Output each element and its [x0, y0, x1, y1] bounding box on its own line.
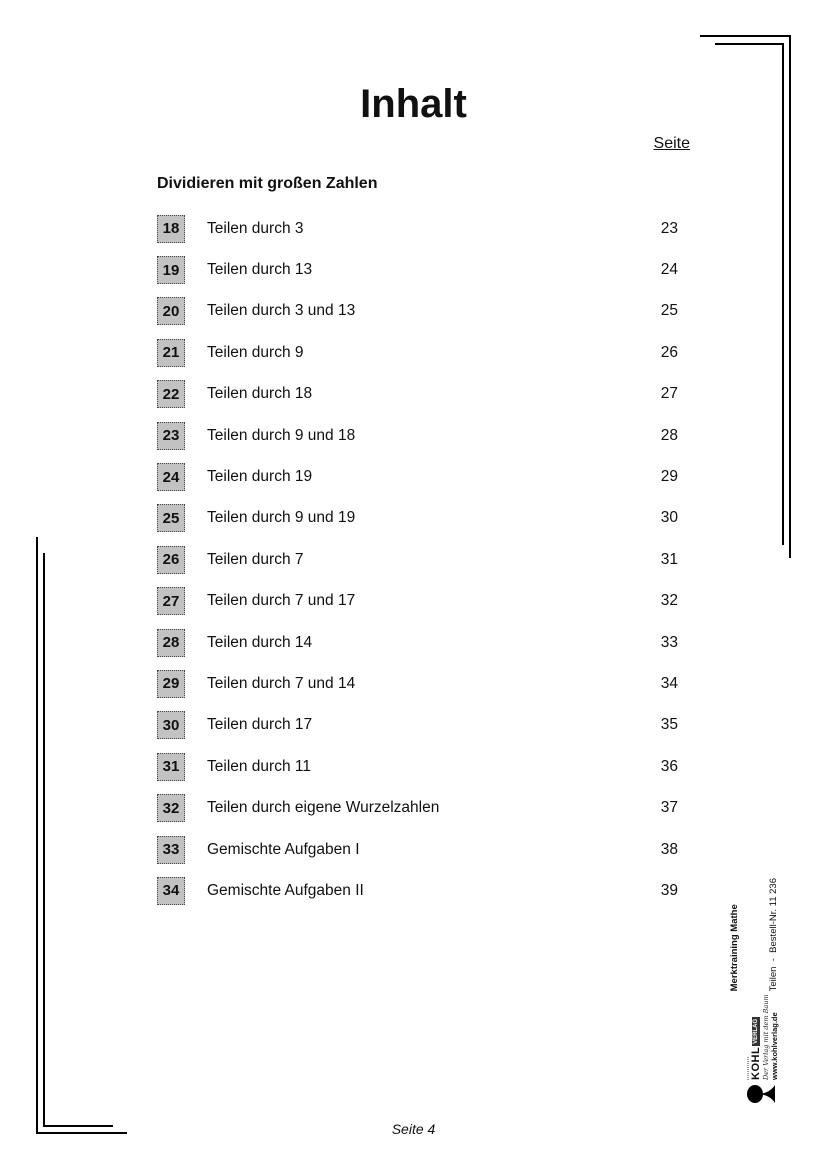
- corner-mark-bottom-left-inner: [43, 553, 113, 1127]
- worksheet-number-badge: 21: [157, 339, 185, 367]
- toc-item-label: Gemischte Aufgaben I: [207, 840, 360, 858]
- toc-item-label: Teilen durch 9 und 18: [207, 426, 356, 444]
- toc-item-page: 24: [660, 261, 678, 279]
- worksheet-number-badge: 33: [157, 836, 185, 864]
- worksheet-number-badge: 20: [157, 297, 185, 325]
- toc-item-label: Teilen durch 13: [207, 261, 313, 279]
- toc-item-label: Teilen durch 7 und 14: [207, 674, 356, 692]
- toc-row: [157, 870, 678, 911]
- toc-item-page: 26: [660, 343, 678, 361]
- toc-row: [157, 456, 678, 497]
- toc-row: [157, 829, 678, 870]
- series-subtitle: Teilen - Bestell-Nr. 11 236: [768, 878, 779, 992]
- toc-row: [157, 746, 678, 787]
- series-title: Merktraining Mathe: [729, 904, 740, 992]
- toc-row: [157, 498, 678, 539]
- toc-row: [157, 705, 678, 746]
- toc-item-label: Teilen durch 7 und 17: [207, 592, 356, 610]
- toc-item-label: Teilen durch 19: [207, 468, 313, 486]
- toc-item-label: Teilen durch 14: [207, 633, 313, 651]
- toc-row: [157, 208, 678, 249]
- worksheet-number-badge: 23: [157, 422, 185, 450]
- toc-row: [157, 415, 678, 456]
- toc-item-page: 39: [660, 881, 678, 899]
- publisher-website: www.kohlverlag.de: [770, 1012, 780, 1080]
- publisher-sidebar: [729, 878, 809, 1110]
- worksheet-number-badge: 24: [157, 463, 185, 491]
- toc-row: [157, 249, 678, 290]
- toc-item-page: 29: [660, 468, 678, 486]
- toc-item-label: Teilen durch 17: [207, 716, 313, 734]
- logo-microtext: [747, 1056, 749, 1080]
- worksheet-number-badge: 22: [157, 380, 185, 408]
- toc-item-label: Teilen durch 9: [207, 343, 304, 361]
- toc-item-page: 38: [660, 840, 678, 858]
- worksheet-number-badge: 27: [157, 587, 185, 615]
- worksheet-number-badge: 26: [157, 546, 185, 574]
- toc-row: [157, 332, 678, 373]
- toc-item-page: 30: [660, 509, 678, 527]
- toc-item-page: 23: [660, 219, 678, 237]
- toc-item-page: 33: [660, 633, 678, 651]
- publisher-slogan: Der Verlag mit dem Baum: [762, 994, 771, 1080]
- publisher-badge: VERLAG: [752, 1018, 759, 1044]
- toc-item-page: 27: [660, 385, 678, 403]
- toc-row: [157, 539, 678, 580]
- toc-row: [157, 622, 678, 663]
- worksheet-number-badge: 34: [157, 877, 185, 905]
- page-title: Inhalt: [360, 82, 467, 126]
- worksheet-number-badge: 28: [157, 629, 185, 657]
- toc-row: [157, 291, 678, 332]
- toc-item-label: Teilen durch 3: [207, 219, 304, 237]
- toc-item-page: 25: [660, 302, 678, 320]
- toc-item-page: 28: [660, 426, 678, 444]
- toc-item-page: 37: [660, 799, 678, 817]
- section-header: Dividieren mit großen Zahlen: [157, 175, 378, 192]
- worksheet-number-badge: 31: [157, 753, 185, 781]
- toc-item-label: Teilen durch 7: [207, 550, 304, 568]
- page-column-header: Seite: [653, 135, 690, 152]
- toc-list: [157, 208, 678, 912]
- toc-row: [157, 787, 678, 828]
- page-footer: Seite 4: [391, 1121, 436, 1137]
- toc-item-label: Teilen durch 11: [207, 757, 311, 775]
- worksheet-number-badge: 32: [157, 794, 185, 822]
- toc-item-label: Teilen durch 3 und 13: [207, 302, 356, 320]
- toc-item-page: 34: [660, 674, 678, 692]
- toc-row: [157, 581, 678, 622]
- worksheet-number-badge: 30: [157, 711, 185, 739]
- toc-item-label: Teilen durch 9 und 19: [207, 509, 356, 527]
- toc-item-page: 36: [660, 757, 678, 775]
- toc-item-page: 35: [660, 716, 678, 734]
- toc-row: [157, 374, 678, 415]
- toc-item-label: Gemischte Aufgaben II: [207, 881, 364, 899]
- tree-icon: [747, 1083, 777, 1105]
- toc-item-label: Teilen durch 18: [207, 385, 313, 403]
- publisher-logo: [745, 994, 807, 1105]
- worksheet-number-badge: 19: [157, 256, 185, 284]
- toc-item-label: Teilen durch eigene Wurzelzahlen: [207, 799, 440, 817]
- toc-item-page: 32: [660, 592, 678, 610]
- toc-row: [157, 663, 678, 704]
- toc-item-page: 31: [660, 550, 678, 568]
- publisher-name: KOHL: [750, 1046, 762, 1080]
- worksheet-number-badge: 29: [157, 670, 185, 698]
- worksheet-number-badge: 25: [157, 504, 185, 532]
- worksheet-number-badge: 18: [157, 215, 185, 243]
